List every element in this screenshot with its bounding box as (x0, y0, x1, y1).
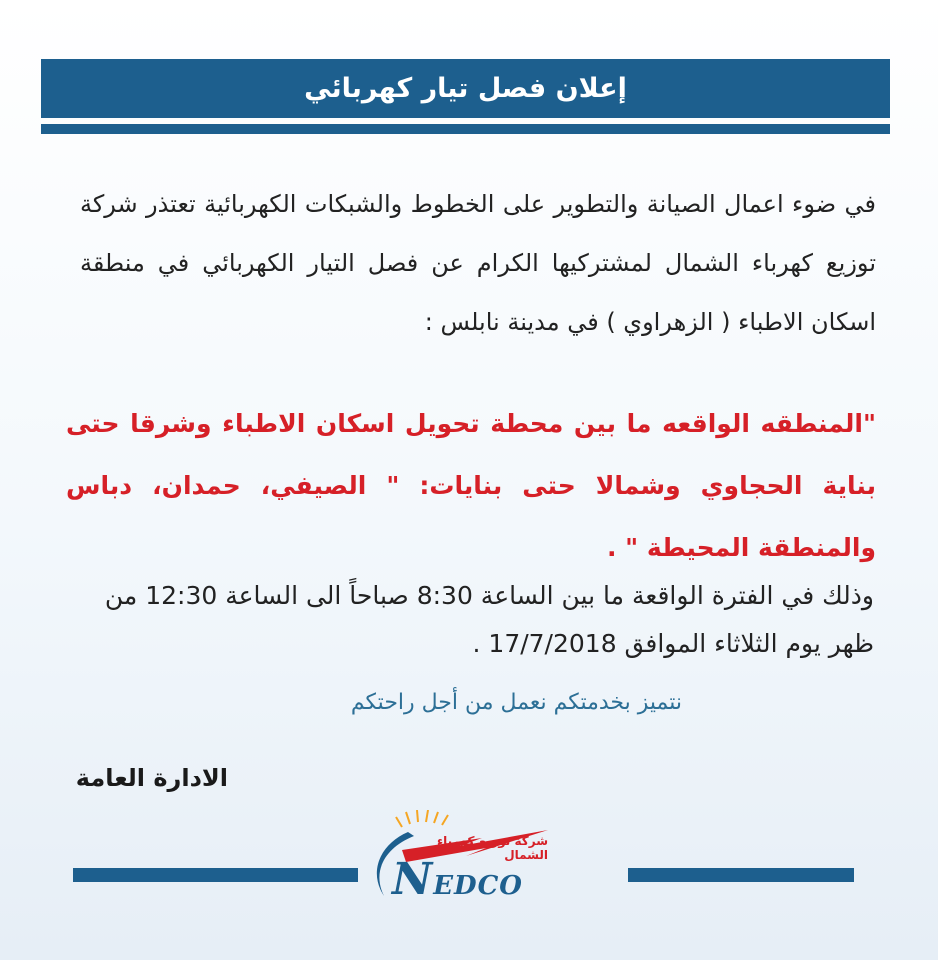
company-slogan: نتميز بخدمتكم نعمل من أجل راحتكم (350, 690, 682, 715)
nedco-logo (362, 810, 568, 910)
intro-paragraph: في ضوء اعمال الصيانة والتطوير على الخطوط والشبكات الكهربائية تعتذر شركة توزيع كهرباء الشمال لمشتركيها الكرام عن فصل التيار الكهربائي في منطقة اسكان الاطباء ( الزهراوي ) في مدينة نابلس : (80, 190, 876, 336)
logo-arabic-name: شركة توزيع كهرباء الشمال (436, 834, 548, 862)
footer-bar-left (73, 868, 358, 882)
header-banner (41, 59, 890, 118)
time-window-paragraph: وذلك في الفترة الواقعة ما بين الساعة 8:30 صباحاً الى الساعة 12:30 من ظهر يوم الثلاثاء الموافق 17/7/2018 . (104, 581, 874, 658)
footer-bar-right (628, 868, 854, 882)
header-underline-strip (41, 124, 890, 134)
logo-latin-name (392, 854, 523, 905)
sun-rays-icon (396, 810, 448, 827)
logo-rest: EDCO (433, 871, 523, 901)
affected-area-paragraph: "المنطقه الواقعه ما بين محطة تحويل اسكان الاطباء وشرقا حتى بناية الحجاوي وشمالا حتى بنايات: " الصيفي، حمدان، دباس والمنطقة المحيطة " . (66, 409, 876, 562)
logo-initial: N (392, 854, 434, 905)
announcement-title: إعلان فصل تيار كهربائي (304, 73, 627, 104)
signature-general-management: الادارة العامة (75, 764, 228, 792)
